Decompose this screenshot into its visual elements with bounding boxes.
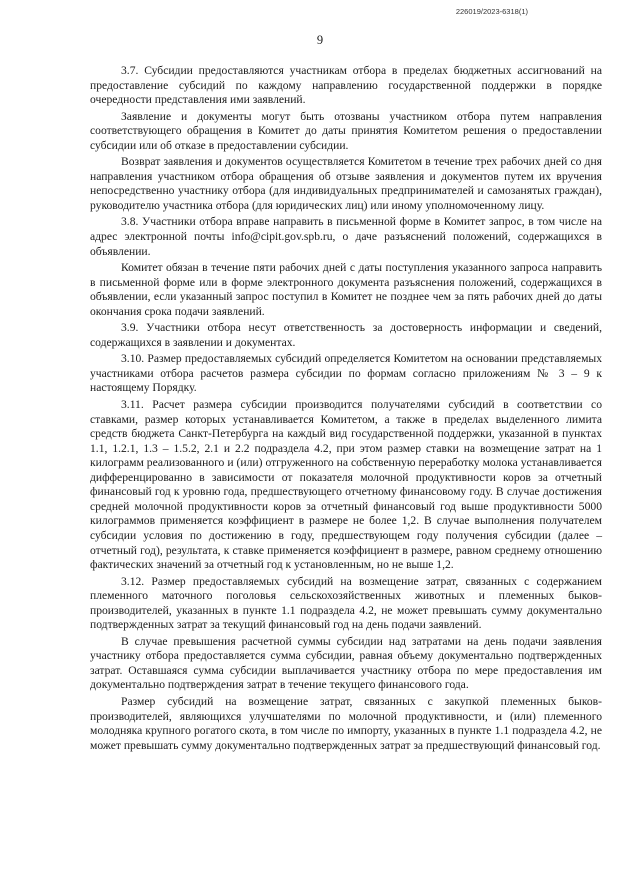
paragraph-excess: В случае превышения расчетной суммы субсидии над затратами на день подачи заявления участнику отбора предоставляется сумма субсидии, равная объему документально подтвержденных затрат. Оставшаяся сумма субсидии выплачивается участнику отбора по мере предоставления им документально подтверждения затрат в течение текущего финансового года. <box>90 634 602 692</box>
paragraph-3-12: 3.12. Размер предоставляемых субсидий на возмещение затрат, связанных с содержанием племенного маточного поголовья сельскохозяйственных животных и племенных быков-производителей, указанных в пункте 1.1 подраздела 4.2, не может превышать сумму документально подтвержденных затрат за текущий финансовый год на день подачи заявлений. <box>90 574 602 632</box>
document-body <box>90 64 602 755</box>
paragraph-3-10: 3.10. Размер предоставляемых субсидий определяется Комитетом на основании представляемых участниками отбора расчетов размера субсидии по формам согласно приложениям № 3 – 9 к настоящему Порядку. <box>90 352 602 395</box>
paragraph-3-11: 3.11. Расчет размера субсидии производится получателями субсидий в соответствии со ставками, размер которых устанавливается Комитетом, а также в пределах выделенного лимита средств бюджета Санкт-Петербурга на каждый вид государственной поддержки, указанной в пунктах 1.1, 1.2.1, 1.3 – 1.5.2, 2.1 и 2.2 подраздела 4.2, при этом размер ставки на возмещение затрат на 1 килограмм реализованного и (или) отгруженного на собственную переработку молока устанавливается дифференцированно в зависимости от показателя молочной продуктивности коров за отчетный финансовый год к уровню года, предшествующего отчетному финансовому году. В случае достижения средней молочной продуктивности коров за отчетный финансовый год выше продуктивности 5000 килограммов применяется коэффициент в размере не более 1,2. В случае выполнения получателем субсидии условия по достижению в году, предшествующем году получения субсидии (далее – отчетный год), результата, к ставке применяется коэффициент в размере, равном среднему отношению фактических значений за отчетный год к установленным, но не выше 1,2. <box>90 398 602 572</box>
paragraph-3-7: 3.7. Субсидии предоставляются участникам отбора в пределах бюджетных ассигнований на предоставление субсидий по каждому направлению государственной поддержки в порядке очередности представления ими заявлений. <box>90 64 602 107</box>
paragraph-return: Возврат заявления и документов осуществляется Комитетом в течение трех рабочих дней со дня направления участником отбора обращения об отзыве заявления и документов путем их вручения непосредственно участнику отбора (для индивидуальных предпринимателей и самозанятых граждан), руководителю участника отбора (для юридических лиц) или иному уполномоченному лицу. <box>90 155 602 212</box>
page-number: 9 <box>316 33 324 47</box>
paragraph-committee-duty: Комитет обязан в течение пяти рабочих дней с даты поступления указанного запроса направить в письменной форме или в форме электронного документа разъяснения положений, содержащихся в объявлении, если указанный запрос поступил в Комитет не позднее чем за пять рабочих дней до даты окончания срока подачи заявлений. <box>90 261 602 318</box>
document-number: 226019/2023-6318(1) <box>455 7 528 16</box>
paragraph-withdrawal: Заявление и документы могут быть отозваны участником отбора путем направления соответствующего обращения в Комитет до даты принятия Комитетом решения о предоставлении субсидии или об отказе в предоставлении субсидии. <box>90 109 602 152</box>
paragraph-purchase: Размер субсидий на возмещение затрат, связанных с закупкой племенных быков-производителей, являющихся улучшателями по молочной продуктивности, и (или) племенного молодняка крупного рогатого скота, в том числе по импорту, указанных в пункте 1.1 подраздела 4.2, не может превышать сумму документально подтвержденных затрат за предшествующий финансовый год. <box>90 694 602 752</box>
paragraph-3-8: 3.8. Участники отбора вправе направить в письменной форме в Комитет запрос, в том числе на адрес электронной почты info@cipit.gov.spb.ru, о даче разъяснений положений, содержащихся в объявлении. <box>90 215 602 258</box>
paragraph-3-9: 3.9. Участники отбора несут ответственность за достоверность информации и сведений, содержащихся в заявлении и документах. <box>90 321 602 349</box>
